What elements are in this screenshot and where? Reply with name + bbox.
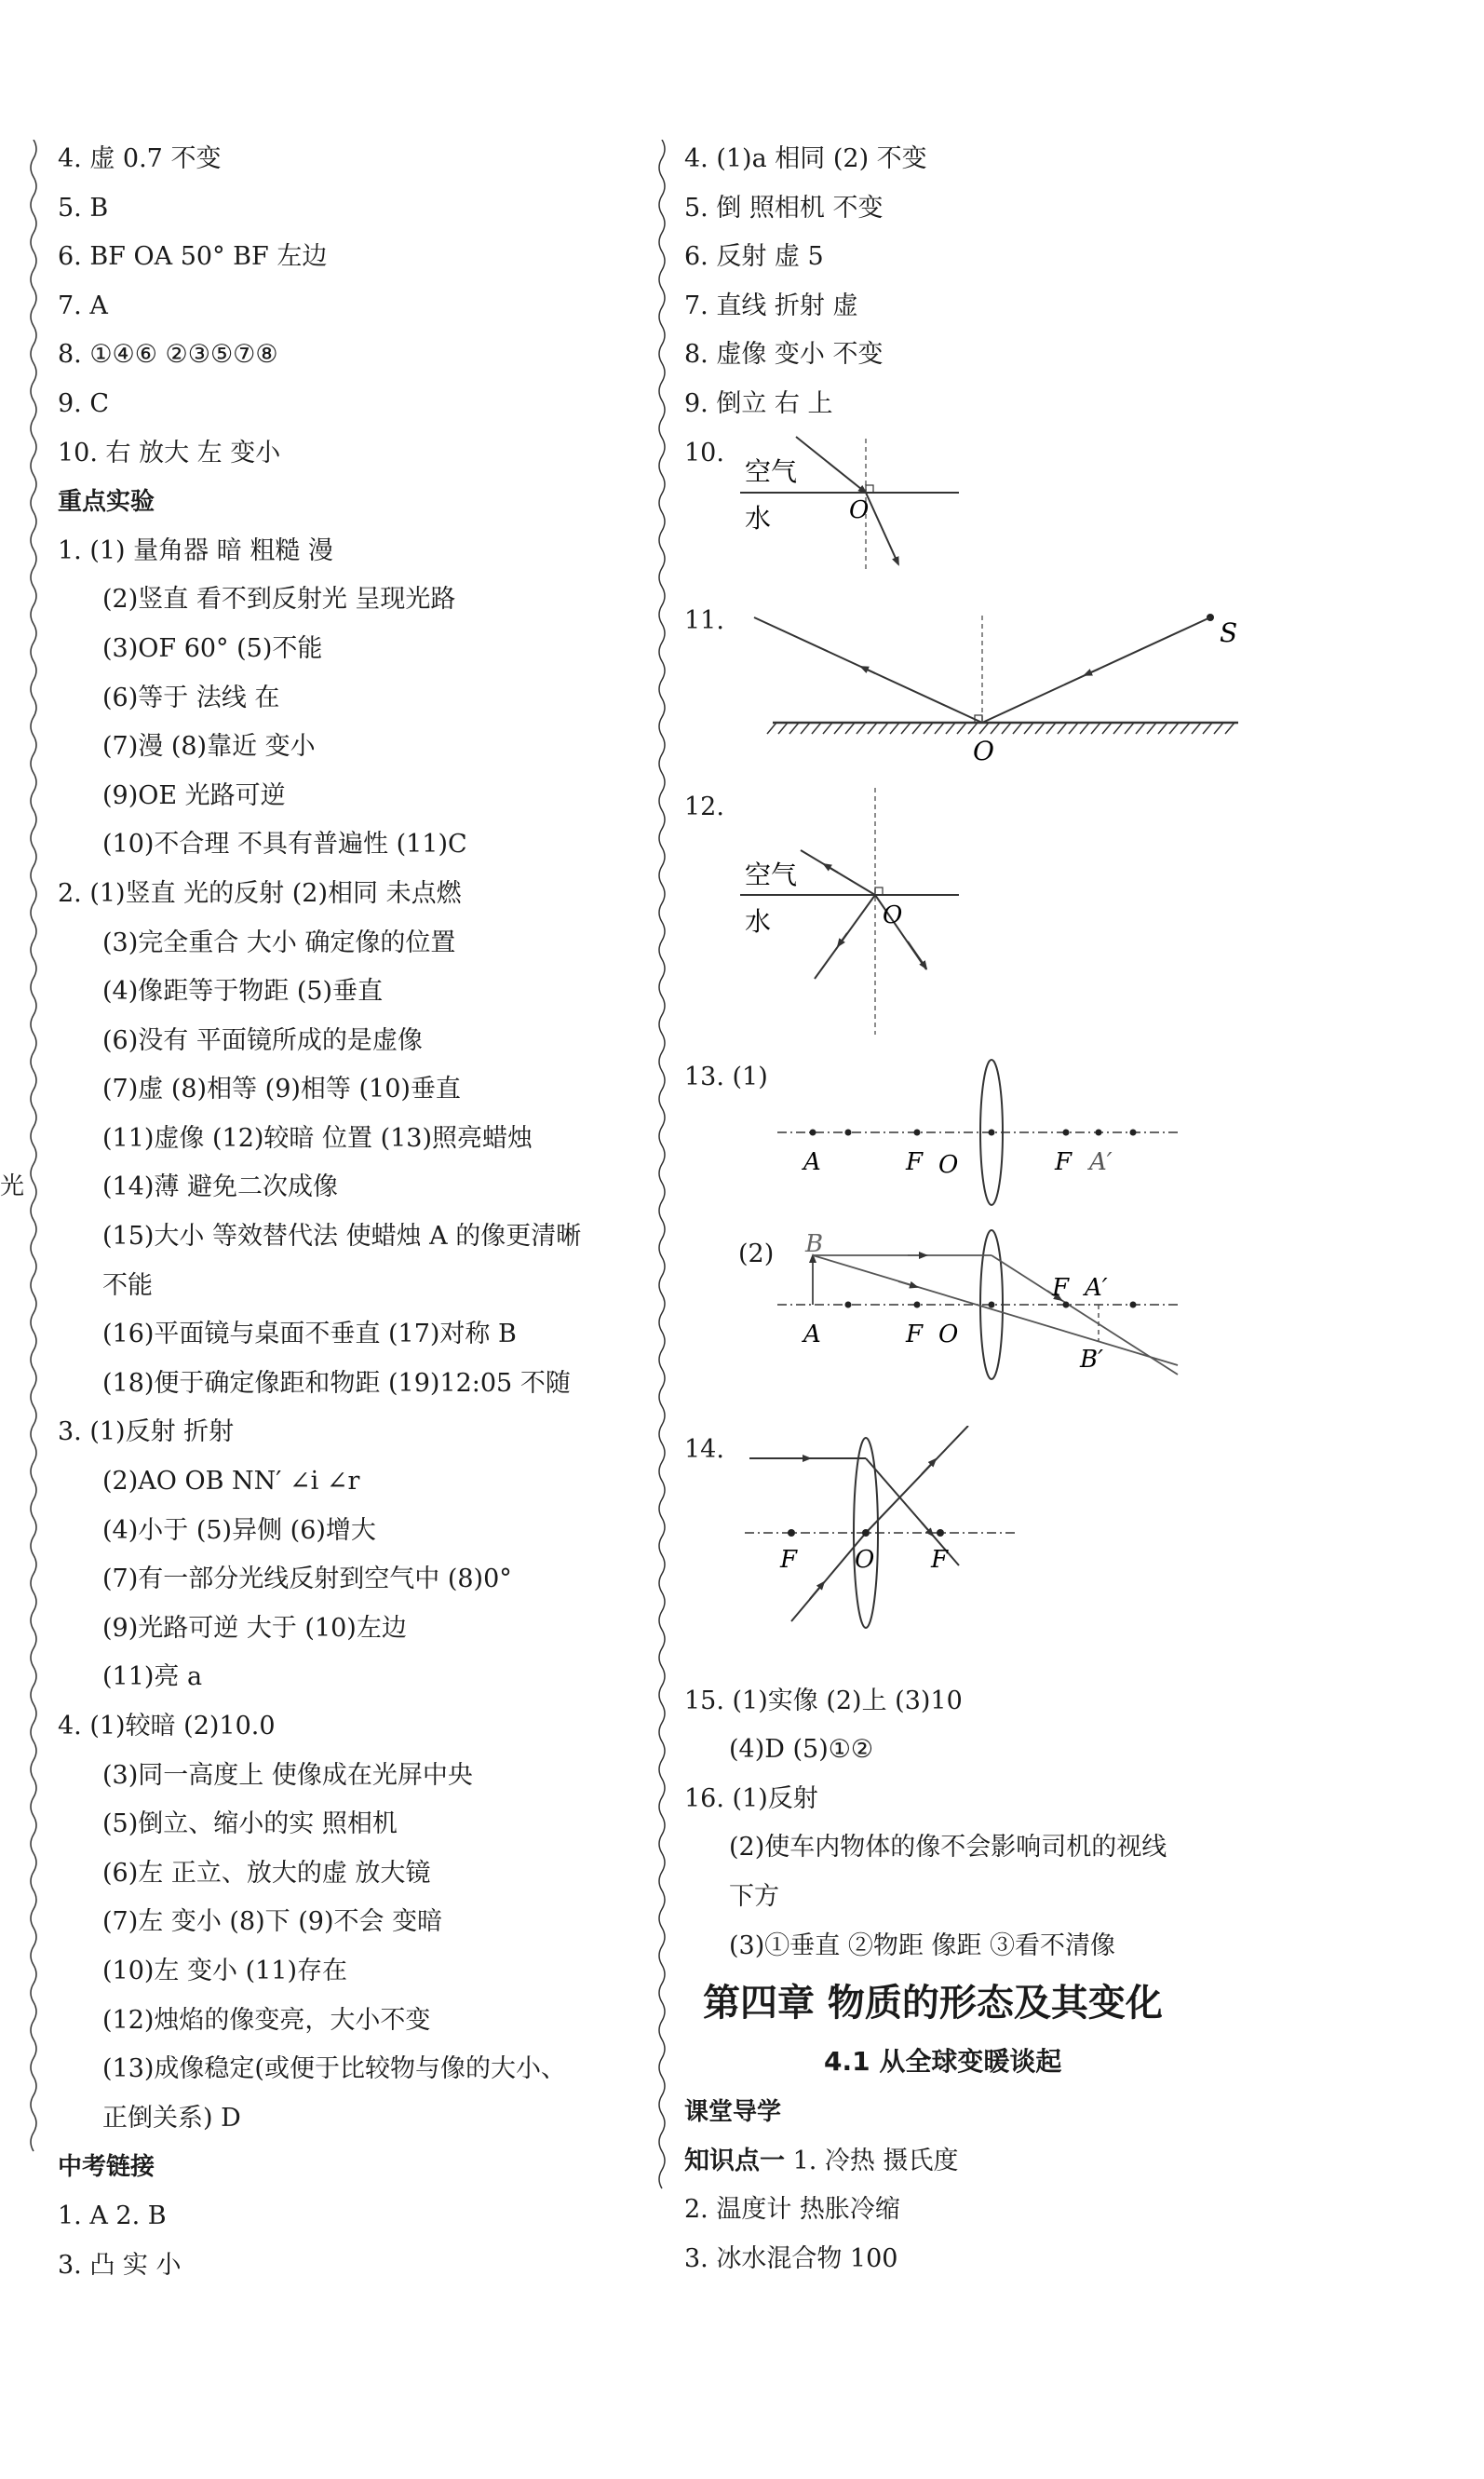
answer-line: 9. C bbox=[58, 388, 110, 418]
answer-line: 7. 直线 折射 虚 bbox=[684, 291, 858, 320]
answer-line: 1. (1) 量角器 暗 粗糙 漫 bbox=[58, 535, 333, 565]
right-angle-mark bbox=[866, 485, 873, 493]
answer-line: 不能 bbox=[102, 1270, 153, 1300]
answer-line: 16. (1)反射 bbox=[684, 1783, 818, 1813]
answer-line: 3. (1)反射 折射 bbox=[58, 1417, 235, 1447]
answer-line: (4)像距等于物距 (5)垂直 bbox=[102, 977, 384, 1007]
air-label: 空气 bbox=[745, 455, 798, 487]
answer-line: (10)左 变小 (11)存在 bbox=[102, 1956, 348, 1985]
answer-line: 2. (1)竖直 光的反射 (2)相同 未点燃 bbox=[58, 878, 462, 908]
air-label: 空气 bbox=[745, 859, 798, 890]
center-ray bbox=[813, 1255, 1178, 1365]
answer-line: 4. (1)较暗 (2)10.0 bbox=[58, 1712, 276, 1741]
refracted-arrow bbox=[824, 864, 838, 873]
answer-line: (7)漫 (8)靠近 变小 bbox=[102, 732, 316, 762]
axis-dot bbox=[989, 1129, 995, 1135]
q13-part1-figure bbox=[684, 1053, 1280, 1230]
answer-line: (14)薄 避免二次成像 bbox=[102, 1172, 339, 1202]
right-after-answers bbox=[684, 1677, 1280, 1971]
answer-line: (11)亮 a bbox=[102, 1662, 203, 1692]
answer-line: 下方 bbox=[729, 1881, 779, 1911]
q11-figure-block bbox=[684, 597, 1280, 783]
refracted-ray bbox=[866, 493, 898, 564]
question-number: 13. (1) bbox=[684, 1062, 768, 1091]
reflected-arrow bbox=[838, 933, 847, 946]
answer-line: (13)成像稳定(或便于比较物与像的大小、 bbox=[102, 2054, 566, 2084]
answer-line: 9. 倒立 右 上 bbox=[684, 388, 833, 418]
answer-line: (9)OE 光路可逆 bbox=[102, 780, 286, 810]
answer-line: 1. A 2. B bbox=[58, 2201, 167, 2230]
label-A: A bbox=[803, 1320, 821, 1348]
right-column bbox=[684, 135, 1280, 2284]
point-O-label: O bbox=[849, 495, 870, 524]
point-O-label: O bbox=[883, 901, 903, 929]
axis-dot bbox=[914, 1301, 921, 1307]
axis-dot bbox=[845, 1129, 852, 1135]
chapter-title: 第四章 物质的形态及其变化 bbox=[703, 1982, 1163, 2025]
axis-dot bbox=[788, 1529, 795, 1537]
answer-line: (3)完全重合 大小 确定像的位置 bbox=[102, 928, 456, 957]
reflected-arrow bbox=[861, 667, 875, 673]
left-top-answers bbox=[58, 135, 654, 478]
axis-dot bbox=[810, 1129, 816, 1135]
water-label: 水 bbox=[745, 905, 772, 937]
answer-line: (3)OF 60° (5)不能 bbox=[102, 633, 323, 663]
label-A-prime: A′ bbox=[1085, 1273, 1108, 1302]
answer-line: 2. 温度计 热胀冷缩 bbox=[684, 2195, 900, 2225]
answer-line: 7. A bbox=[58, 291, 108, 320]
label-F: F bbox=[780, 1545, 798, 1574]
label-F: F bbox=[931, 1545, 949, 1574]
left-column bbox=[58, 135, 654, 2290]
knowledge-point-label: 知识点一 bbox=[684, 2146, 785, 2175]
question-number: 12. bbox=[684, 792, 724, 821]
q11-reflection-diagram bbox=[735, 597, 1294, 783]
page-edge-char: 光 bbox=[0, 1172, 25, 1200]
axis-dot bbox=[1130, 1129, 1137, 1135]
right-angle-mark bbox=[875, 887, 883, 895]
point-S-label: S bbox=[1220, 616, 1238, 648]
answer-line: (4)D (5)①② bbox=[729, 1735, 874, 1765]
answer-line: (16)平面镜与桌面不垂直 (17)对称 B bbox=[102, 1320, 517, 1349]
q13-lens-diagram-1 bbox=[768, 1053, 1187, 1230]
knowledge-point-text: 1. 冷热 摄氏度 bbox=[792, 2146, 959, 2175]
answer-line: (11)虚像 (12)较暗 位置 (13)照亮蜡烛 bbox=[102, 1123, 533, 1153]
label-O: O bbox=[938, 1320, 959, 1348]
answer-line: (12)烛焰的像变亮，大小不变 bbox=[102, 2005, 431, 2035]
water-label: 水 bbox=[745, 502, 772, 534]
label-F: F bbox=[1055, 1147, 1073, 1176]
answer-line: 15. (1)实像 (2)上 (3)10 bbox=[684, 1686, 963, 1715]
answer-line: (15)大小 等效替代法 使蜡烛 A 的像更清晰 bbox=[102, 1222, 582, 1252]
answer-line: (7)有一部分光线反射到空气中 (8)0° bbox=[102, 1565, 512, 1594]
answer-line: 3. 凸 实 小 bbox=[58, 2250, 182, 2280]
question-part: (2) bbox=[738, 1239, 775, 1268]
answer-line: (2)使车内物体的像不会影响司机的视线 bbox=[729, 1833, 1167, 1863]
experiment-answers bbox=[58, 527, 654, 2144]
label-F: F bbox=[906, 1147, 924, 1176]
label-O: O bbox=[938, 1150, 959, 1179]
axis-dot bbox=[989, 1301, 995, 1307]
answer-line: (2)AO OB NN′ ∠i ∠r bbox=[102, 1467, 360, 1497]
left-wavy-divider bbox=[26, 140, 41, 2282]
q12-refraction-diagram bbox=[735, 783, 978, 1053]
section-title: 4.1 从全球变暖谈起 bbox=[824, 2046, 1062, 2078]
incident-arrow bbox=[1085, 669, 1099, 675]
answer-line: 6. BF OA 50° BF 左边 bbox=[58, 242, 328, 272]
axis-dot bbox=[1096, 1129, 1102, 1135]
ray-focus-arrow bbox=[810, 1582, 824, 1599]
axis-dot bbox=[937, 1529, 944, 1537]
question-number: 10. bbox=[684, 438, 724, 467]
incident-arrow bbox=[908, 941, 926, 969]
point-O-label: O bbox=[973, 735, 994, 766]
answer-line: (4)小于 (5)异侧 (6)增大 bbox=[102, 1515, 376, 1545]
answer-line: 8. 虚像 变小 不变 bbox=[684, 340, 884, 370]
question-number: 11. bbox=[684, 605, 724, 635]
axis-dot bbox=[1063, 1301, 1070, 1307]
axis-dot bbox=[1063, 1129, 1070, 1135]
knowledge-point-line bbox=[684, 2137, 1280, 2187]
q10-refraction-diagram bbox=[735, 429, 978, 597]
q14-figure-block bbox=[684, 1426, 1280, 1677]
answer-line: (7)左 变小 (8)下 (9)不会 变暗 bbox=[102, 1907, 443, 1937]
section-heading-exam: 中考链接 bbox=[58, 2153, 155, 2182]
q12-figure-block bbox=[684, 783, 1280, 1053]
answer-line: 4. 虚 0.7 不变 bbox=[58, 144, 222, 173]
answer-line: 正倒关系) D bbox=[102, 2103, 241, 2133]
answer-line: (5)倒立、缩小的实 照相机 bbox=[102, 1809, 398, 1839]
section-heading-experiment: 重点实验 bbox=[58, 488, 155, 517]
label-B: B bbox=[805, 1229, 824, 1258]
axis-dot bbox=[1130, 1301, 1137, 1307]
outgoing-arrow bbox=[922, 1459, 936, 1474]
axis-dot bbox=[914, 1129, 921, 1135]
answer-line: 8. ①④⑥ ②③⑤⑦⑧ bbox=[58, 340, 278, 370]
axis-dot bbox=[862, 1529, 870, 1537]
answer-line: 6. 反射 虚 5 bbox=[684, 242, 824, 272]
q14-lens-diagram bbox=[735, 1426, 1033, 1677]
answer-line: 4. (1)a 相同 (2) 不变 bbox=[684, 144, 927, 173]
mirror-hatching bbox=[767, 723, 1234, 734]
answer-line: 3. 冰水混合物 100 bbox=[684, 2243, 898, 2273]
answer-line: 10. 右 放大 左 变小 bbox=[58, 438, 281, 467]
label-B-prime: B′ bbox=[1080, 1345, 1104, 1374]
answer-line: 5. 倒 照相机 不变 bbox=[684, 193, 884, 223]
answer-line: (3)同一高度上 使像成在光屏中央 bbox=[102, 1760, 473, 1790]
answer-line: (18)便于确定像距和物距 (19)12:05 不随 bbox=[102, 1368, 571, 1398]
answer-line: (6)没有 平面镜所成的是虚像 bbox=[102, 1025, 423, 1055]
refracted-arrow bbox=[922, 1523, 933, 1536]
answer-line: (3)①垂直 ②物距 像距 ③看不清像 bbox=[729, 1930, 1115, 1960]
center-wavy-divider bbox=[654, 140, 669, 2282]
answer-line: 5. B bbox=[58, 193, 109, 223]
answer-line: (6)左 正立、放大的虚 放大镜 bbox=[102, 1858, 431, 1888]
answer-line: (9)光路可逆 大于 (10)左边 bbox=[102, 1613, 407, 1643]
answer-line: (7)虚 (8)相等 (9)相等 (10)垂直 bbox=[102, 1075, 461, 1104]
label-A-prime: A′ bbox=[1089, 1147, 1113, 1176]
answer-line: (6)等于 法线 在 bbox=[102, 683, 280, 712]
label-F: F bbox=[1052, 1273, 1070, 1302]
answer-line: (10)不合理 不具有普遍性 (11)C bbox=[102, 830, 467, 860]
label-O: O bbox=[855, 1545, 875, 1574]
label-F: F bbox=[906, 1320, 924, 1348]
incident-ray bbox=[796, 437, 866, 493]
answer-line: (2)竖直 看不到反射光 呈现光路 bbox=[102, 585, 456, 615]
q13-part2-figure bbox=[684, 1230, 1280, 1426]
question-number: 14. bbox=[684, 1434, 724, 1464]
axis-dot bbox=[845, 1301, 852, 1307]
q13-lens-diagram-2 bbox=[768, 1226, 1196, 1426]
label-A: A bbox=[803, 1147, 821, 1176]
section-heading-class: 课堂导学 bbox=[684, 2098, 782, 2127]
q10-figure-block bbox=[684, 429, 1280, 597]
center-ray-arrow bbox=[898, 1281, 917, 1287]
